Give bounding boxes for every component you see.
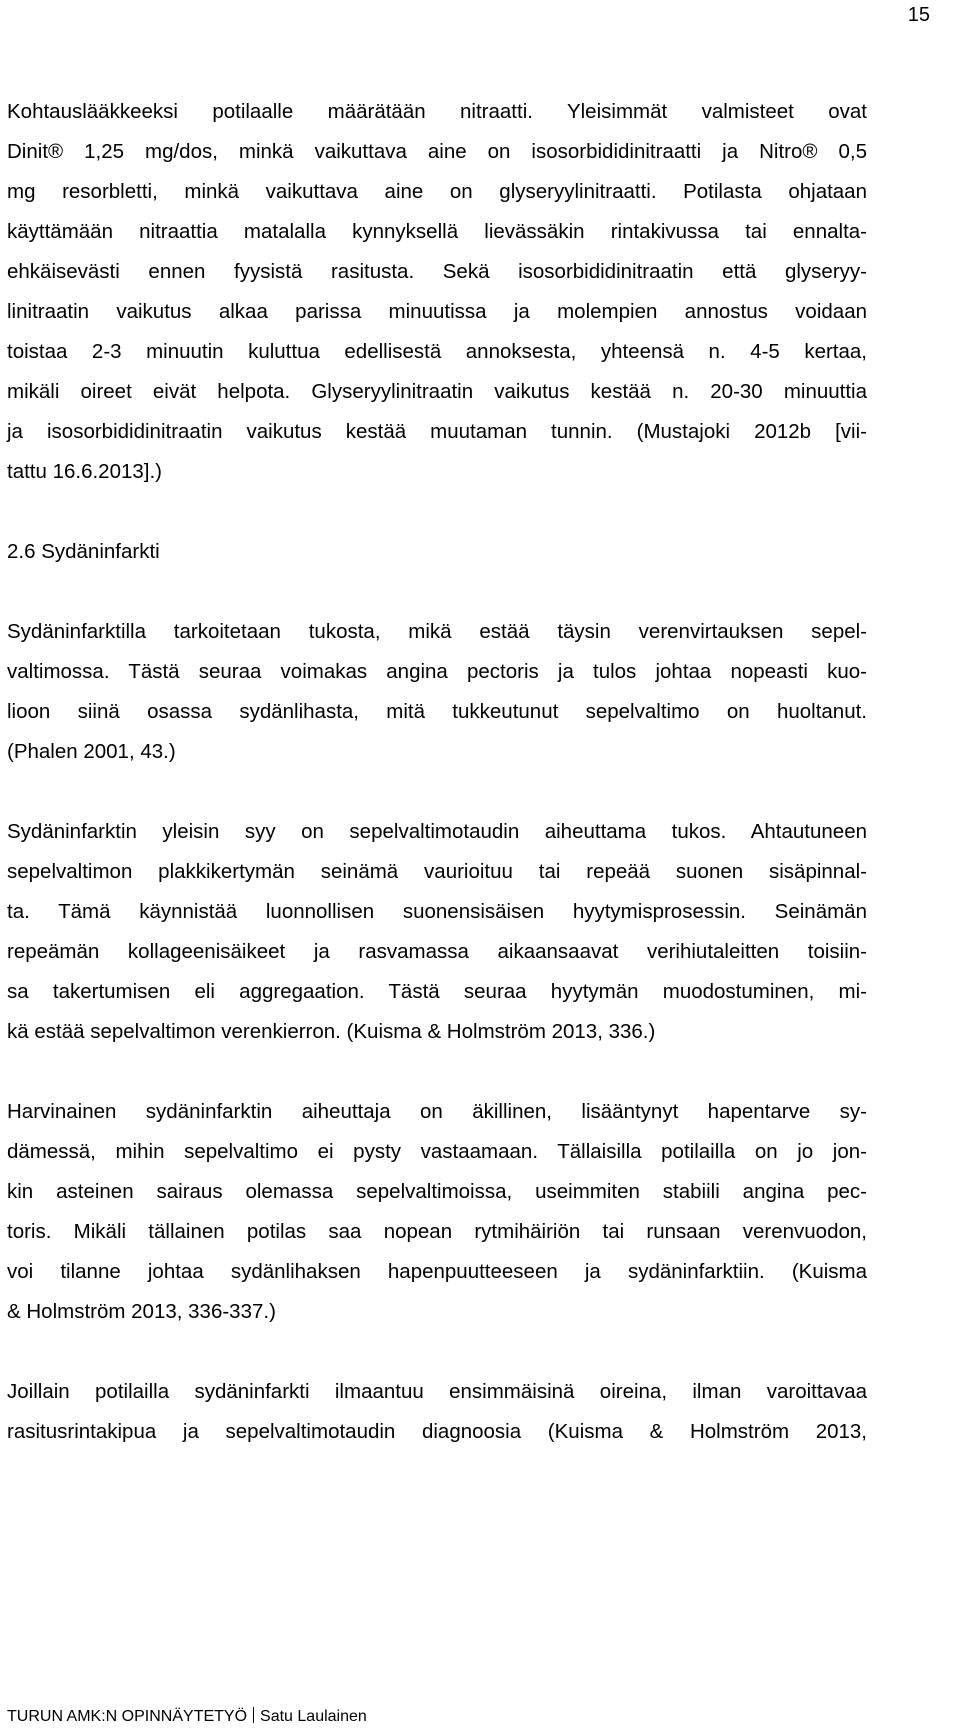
text-line: Harvinainen sydäninfarktin aiheuttaja on äkillinen, lisääntynyt hapentarve sy-: [7, 1100, 867, 1123]
footer-author: Satu Laulainen: [260, 1708, 367, 1725]
text-line: Sydäninfarktilla tarkoitetaan tukosta, mikä estää täysin verenvirtauksen sepel-: [7, 620, 867, 643]
text-line: kin asteinen sairaus olemassa sepelvaltimoissa, useimmiten stabiili angina pec-: [7, 1180, 867, 1203]
paragraph-nitrates: [7, 92, 867, 492]
text-line: repeämän kollageenisäikeet ja rasvamassa aikaansaavat verihiutaleitten toisiin-: [7, 940, 867, 963]
footer-separator: [253, 1707, 254, 1723]
text-line: ehkäisevästi ennen fyysistä rasitusta. Sekä isosorbididinitraatin että glyseryy-: [7, 260, 867, 283]
text-line: linitraatin vaikutus alkaa parissa minuutissa ja molempien annostus voidaan: [7, 300, 867, 323]
page-number: 15: [907, 4, 930, 26]
text-line: kä estää sepelvaltimon verenkierron. (Kuisma & Holmström 2013, 336.): [7, 1020, 656, 1043]
text-line: lioon siinä osassa sydänlihasta, mitä tukkeutunut sepelvaltimo on huoltanut.: [7, 700, 867, 723]
text-line: & Holmström 2013, 336-337.): [7, 1300, 276, 1323]
paragraph-rare-cause: [7, 1092, 867, 1332]
footer-institution: TURUN AMK:N OPINNÄYTETYÖ: [7, 1708, 248, 1725]
paragraph-first-symptom: [7, 1372, 867, 1452]
paragraph-definition: [7, 612, 867, 772]
text-line: käyttämään nitraattia matalalla kynnyksellä lievässäkin rintakivussa tai ennalta-: [7, 220, 867, 243]
text-line: ja isosorbididinitraatin vaikutus kestää muutaman tunnin. (Mustajoki 2012b [vii-: [7, 420, 867, 443]
text-line: toris. Mikäli tällainen potilas saa nopean rytmihäiriön tai runsaan verenvuodon,: [7, 1220, 867, 1243]
text-line: voi tilanne johtaa sydänlihaksen hapenpuutteeseen ja sydäninfarktiin. (Kuisma: [7, 1260, 867, 1283]
text-line: dämessä, mihin sepelvaltimo ei pysty vastaamaan. Tällaisilla potilailla on jo jon-: [7, 1140, 867, 1163]
text-line: rasitusrintakipua ja sepelvaltimotaudin diagnoosia (Kuisma & Holmström 2013,: [7, 1420, 867, 1443]
text-line: Dinit® 1,25 mg/dos, minkä vaikuttava aine on isosorbididinitraatti ja Nitro® 0,5: [7, 140, 867, 163]
text-line: tattu 16.6.2013].): [7, 460, 163, 483]
text-line: ta. Tämä käynnistää luonnollisen suonensisäisen hyytymisprosessin. Seinämän: [7, 900, 867, 923]
text-line: (Phalen 2001, 43.): [7, 740, 176, 763]
text-line: sepelvaltimon plakkikertymän seinämä vaurioituu tai repeää suonen sisäpinnal-: [7, 860, 867, 883]
page-footer: [7, 1705, 367, 1729]
paragraph-cause: [7, 812, 867, 1052]
text-line: Joillain potilailla sydäninfarkti ilmaantuu ensimmäisinä oireina, ilman varoittavaa: [7, 1380, 867, 1403]
section-heading: 2.6 Sydäninfarkti: [7, 540, 160, 563]
text-line: sa takertumisen eli aggregaation. Tästä seuraa hyytymän muodostuminen, mi-: [7, 980, 867, 1003]
text-line: valtimossa. Tästä seuraa voimakas angina pectoris ja tulos johtaa nopeasti kuo-: [7, 660, 867, 683]
text-line: Sydäninfarktin yleisin syy on sepelvaltimotaudin aiheuttama tukos. Ahtautuneen: [7, 820, 867, 843]
text-line: Kohtauslääkkeeksi potilaalle määrätään nitraatti. Yleisimmät valmisteet ovat: [7, 100, 867, 123]
text-line: mg resorbletti, minkä vaikuttava aine on glyseryylinitraatti. Potilasta ohjataan: [7, 180, 867, 203]
document-body: [7, 92, 867, 1452]
text-line: mikäli oireet eivät helpota. Glyseryylinitraatin vaikutus kestää n. 20-30 minuuttia: [7, 380, 867, 403]
text-line: toistaa 2-3 minuutin kuluttua edellisestä annoksesta, yhteensä n. 4-5 kertaa,: [7, 340, 867, 363]
